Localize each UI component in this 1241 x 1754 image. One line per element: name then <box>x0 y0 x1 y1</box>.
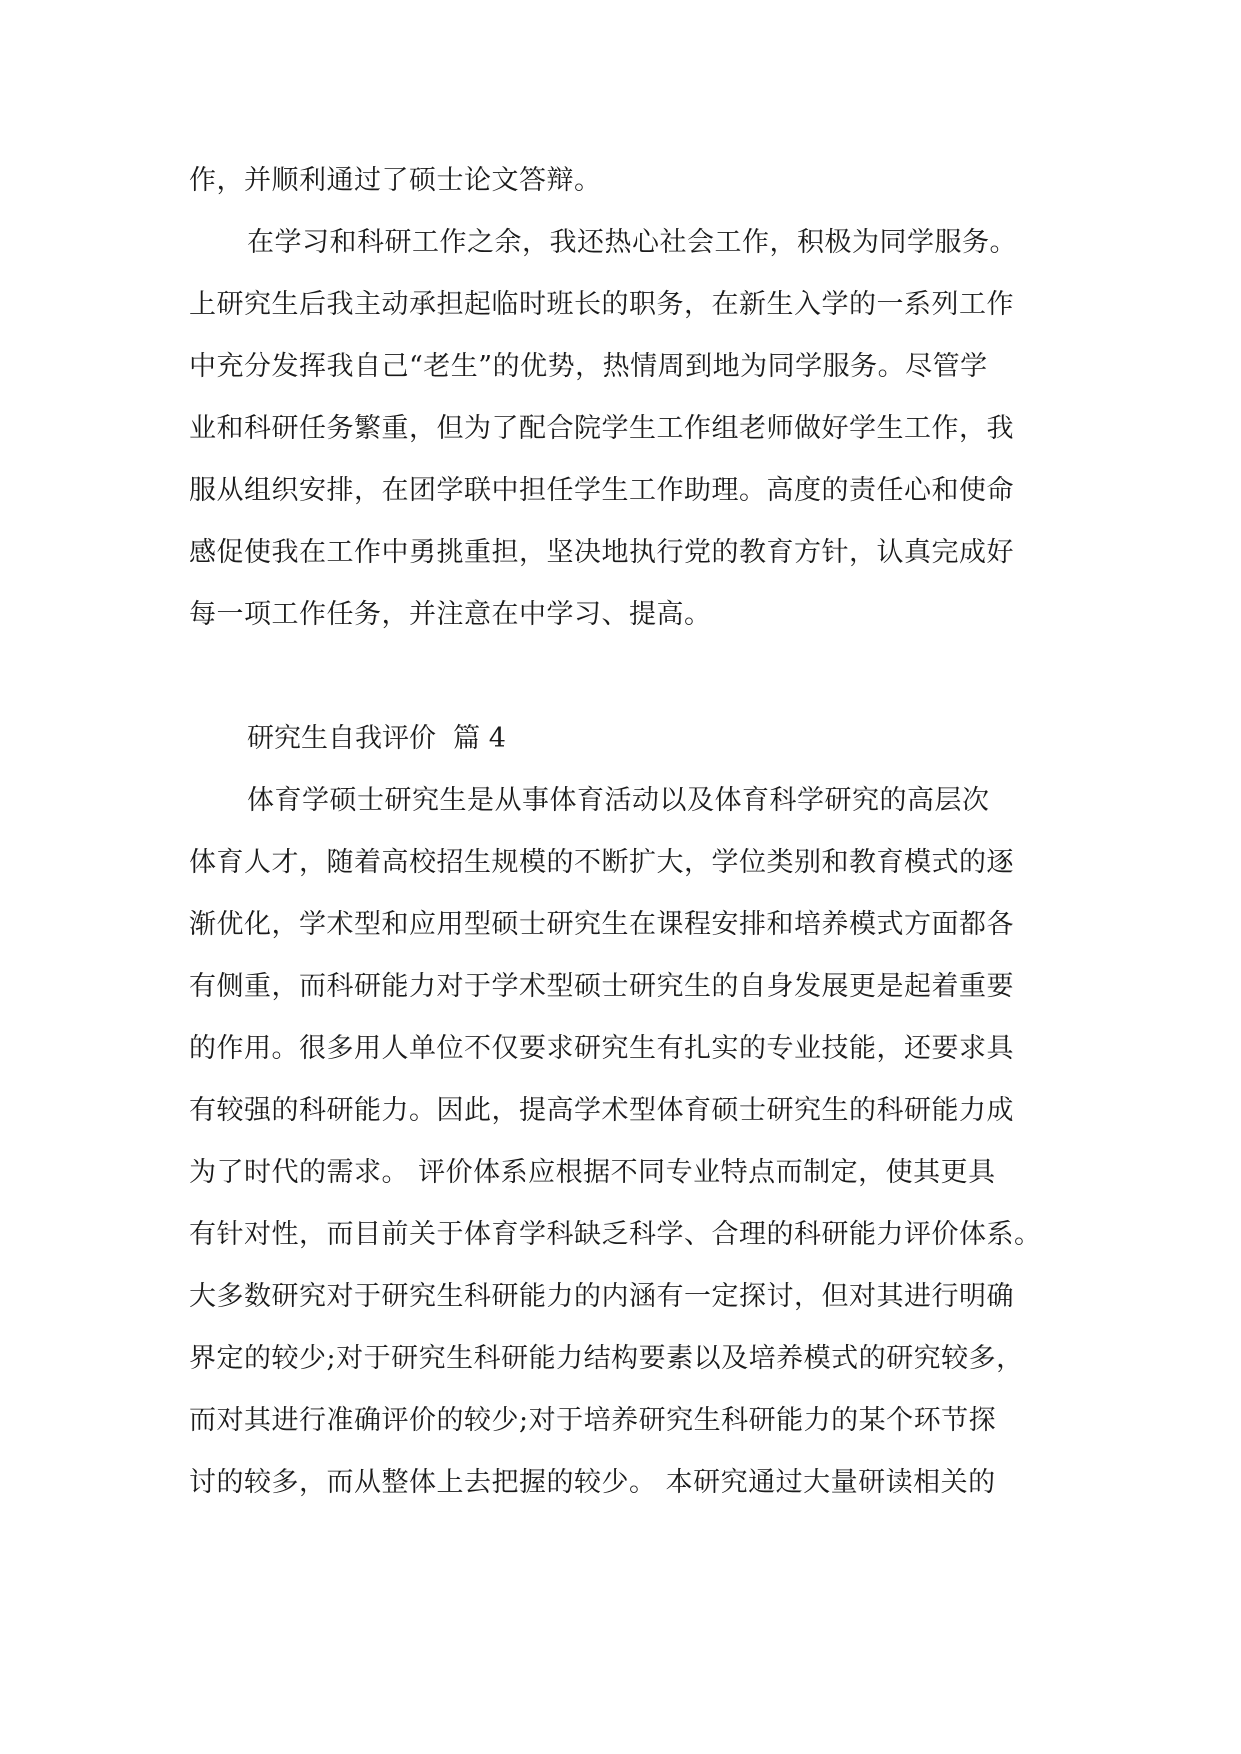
paragraph-line: 为了时代的需求。 评价体系应根据不同专业特点而制定，使其更具 <box>189 1157 996 1188</box>
paragraph-line: 有侧重，而科研能力对于学术型硕士研究生的自身发展更是起着重要 <box>189 971 1014 1002</box>
paragraph-line: 中充分发挥我自己“老生”的优势，热情周到地为同学服务。尽管学 <box>189 351 988 382</box>
paragraph-line: 服从组织安排，在团学联中担任学生工作助理。高度的责任心和使命 <box>189 475 1014 506</box>
document-body <box>189 150 1054 1514</box>
paragraph-line: 的作用。很多用人单位不仅要求研究生有扎实的专业技能，还要求具 <box>189 1033 1014 1064</box>
paragraph-line: 有较强的科研能力。因此，提高学术型体育硕士研究生的科研能力成 <box>189 1095 1014 1126</box>
paragraph-line: 讨的较多，而从整体上去把握的较少。 本研究通过大量研读相关的 <box>189 1467 996 1498</box>
section-heading: 研究生自我评价 篇 4 <box>247 723 506 754</box>
paragraph-line: 每一项工作任务，并注意在中学习、提高。 <box>189 599 712 630</box>
paragraph-line: 在学习和科研工作之余，我还热心社会工作，积极为同学服务。 <box>247 227 1017 258</box>
paragraph-line: 感促使我在工作中勇挑重担，坚决地执行党的教育方针，认真完成好 <box>189 537 1014 568</box>
paragraph-line: 体育人才，随着高校招生规模的不断扩大，学位类别和教育模式的逐 <box>189 847 1014 878</box>
paragraph-1 <box>189 150 1054 212</box>
paragraph-line: 渐优化，学术型和应用型硕士研究生在课程安排和培养模式方面都各 <box>189 909 1014 940</box>
paragraph-line: 体育学硕士研究生是从事体育活动以及体育科学研究的高层次 <box>247 785 990 816</box>
paragraph-line: 作，并顺利通过了硕士论文答辩。 <box>189 165 602 196</box>
paragraph-2 <box>189 212 1054 646</box>
paragraph-line: 上研究生后我主动承担起临时班长的职务，在新生入学的一系列工作 <box>189 289 1014 320</box>
section-spacer <box>189 646 1054 708</box>
paragraph-line: 有针对性，而目前关于体育学科缺乏科学、合理的科研能力评价体系。 <box>189 1219 1042 1250</box>
paragraph-line: 业和科研任务繁重，但为了配合院学生工作组老师做好学生工作，我 <box>189 413 1014 444</box>
paragraph-line: 大多数研究对于研究生科研能力的内涵有一定探讨，但对其进行明确 <box>189 1281 1014 1312</box>
paragraph-line: 界定的较少;对于研究生科研能力结构要素以及培养模式的研究较多， <box>189 1343 1024 1374</box>
paragraph-line: 而对其进行准确评价的较少;对于培养研究生科研能力的某个环节探 <box>189 1405 997 1436</box>
paragraph-3 <box>189 770 1054 1514</box>
